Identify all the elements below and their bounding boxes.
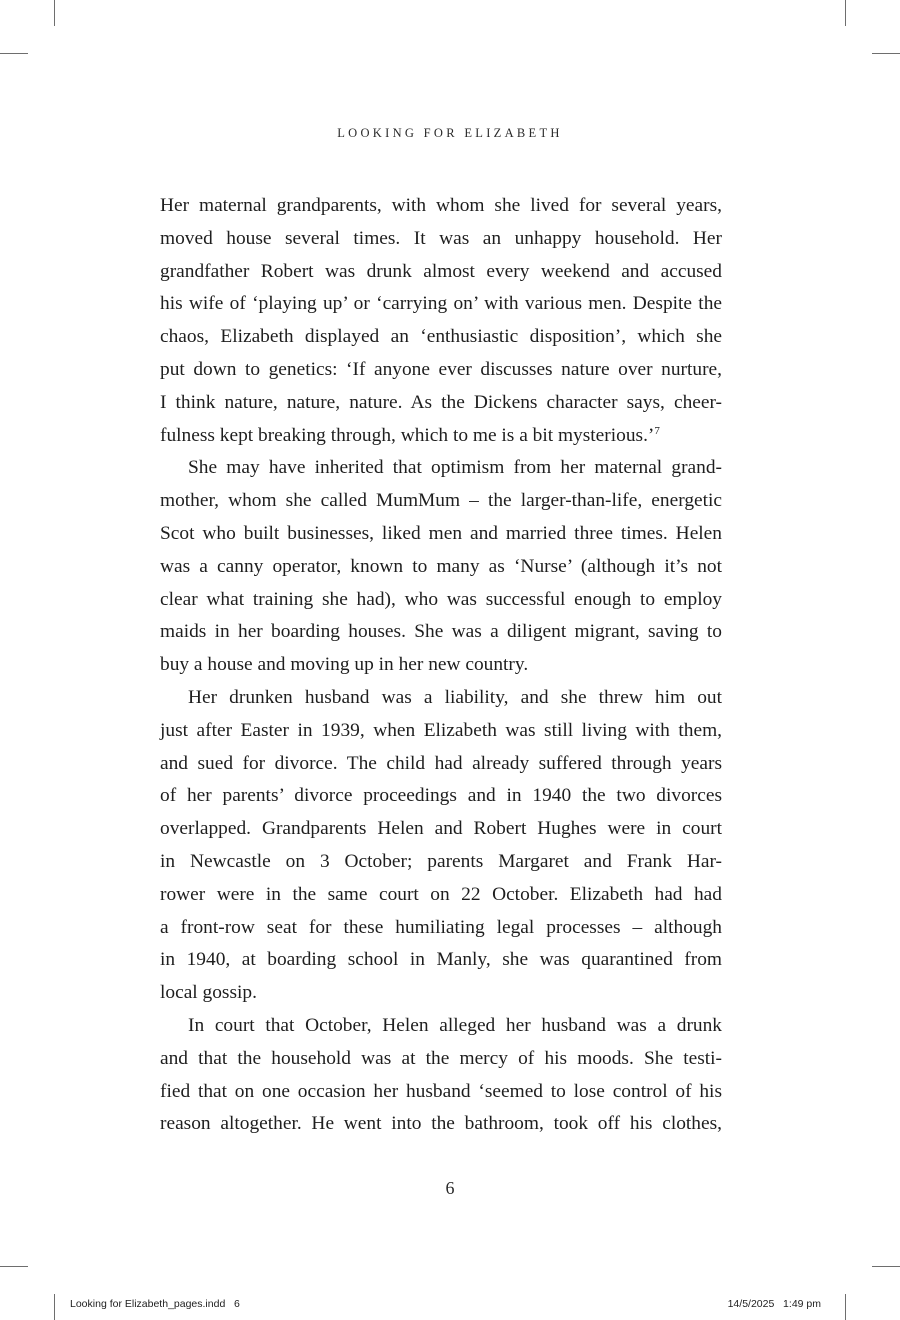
- text-line: in Newcastle on 3 October; parents Margaret and Frank Har-: [160, 850, 722, 872]
- text-line: in 1940, at boarding school in Manly, she was quarantined from: [160, 949, 722, 971]
- text-line: a front-row seat for these humiliating legal processes – although: [160, 916, 722, 938]
- text-line: moved house several times. It was an unhappy household. Her: [160, 227, 722, 249]
- crop-mark: [845, 1294, 846, 1320]
- slug-timestamp: 14/5/2025 1:49 pm: [727, 1298, 821, 1310]
- text-line: grandfather Robert was drunk almost every weekend and accused: [160, 260, 722, 282]
- text-line: Scot who built businesses, liked men and married three times. Helen: [160, 522, 722, 544]
- text-line-content: fulness kept breaking through, which to me is a bit mysterious.’: [160, 424, 655, 446]
- text-line: was a canny operator, known to many as ‘Nurse’ (although it’s not: [160, 555, 722, 577]
- crop-mark: [872, 1266, 900, 1267]
- slug-filename: Looking for Elizabeth_pages.indd 6: [70, 1298, 240, 1310]
- crop-mark: [845, 0, 846, 26]
- crop-mark: [54, 0, 55, 26]
- crop-mark: [0, 1266, 28, 1267]
- text-line: put down to genetics: ‘If anyone ever discusses nature over nurture,: [160, 358, 722, 380]
- running-head: LOOKING FOR ELIZABETH: [337, 126, 563, 140]
- text-line: just after Easter in 1939, when Elizabeth was still living with them,: [160, 719, 722, 741]
- text-line: chaos, Elizabeth displayed an ‘enthusiastic disposition’, which she: [160, 326, 722, 348]
- text-line: Her maternal grandparents, with whom she lived for several years,: [160, 195, 722, 216]
- text-line: She may have inherited that optimism from her maternal grand-: [188, 457, 722, 479]
- text-line: rower were in the same court on 22 October. Elizabeth had had: [160, 883, 722, 905]
- text-line: clear what training she had), who was successful enough to employ: [160, 588, 722, 610]
- page-number: 6: [445, 1178, 455, 1198]
- text-line: maids in her boarding houses. She was a diligent migrant, saving to: [160, 621, 722, 643]
- text-line: Her drunken husband was a liability, and she threw him out: [188, 686, 722, 708]
- text-line: In court that October, Helen alleged her husband was a drunk: [188, 1014, 722, 1036]
- text-line: overlapped. Grandparents Helen and Robert Hughes were in court: [160, 818, 722, 840]
- footnote-marker: 7: [654, 424, 660, 437]
- crop-mark: [54, 1294, 55, 1320]
- text-line: fied that on one occasion her husband ‘seemed to lose control of his: [160, 1080, 722, 1102]
- text-line: buy a house and moving up in her new country.: [160, 654, 529, 676]
- crop-mark: [0, 53, 28, 54]
- text-line: of her parents’ divorce proceedings and in 1940 the two divorces: [160, 785, 722, 807]
- text-line: [160, 420, 722, 453]
- text-line: and sued for divorce. The child had already suffered through years: [160, 752, 722, 774]
- text-line: and that the household was at the mercy of his moods. She testi-: [160, 1047, 722, 1069]
- body-text: [160, 190, 722, 1141]
- crop-mark: [872, 53, 900, 54]
- text-line: mother, whom she called MumMum – the larger-than-life, energetic: [160, 490, 722, 512]
- text-line: I think nature, nature, nature. As the Dickens character says, cheer-: [160, 391, 722, 413]
- text-line: reason altogether. He went into the bathroom, took off his clothes,: [160, 1113, 722, 1135]
- text-line: local gossip.: [160, 982, 257, 1004]
- text-line: his wife of ‘playing up’ or ‘carrying on’ with various men. Despite the: [160, 293, 722, 315]
